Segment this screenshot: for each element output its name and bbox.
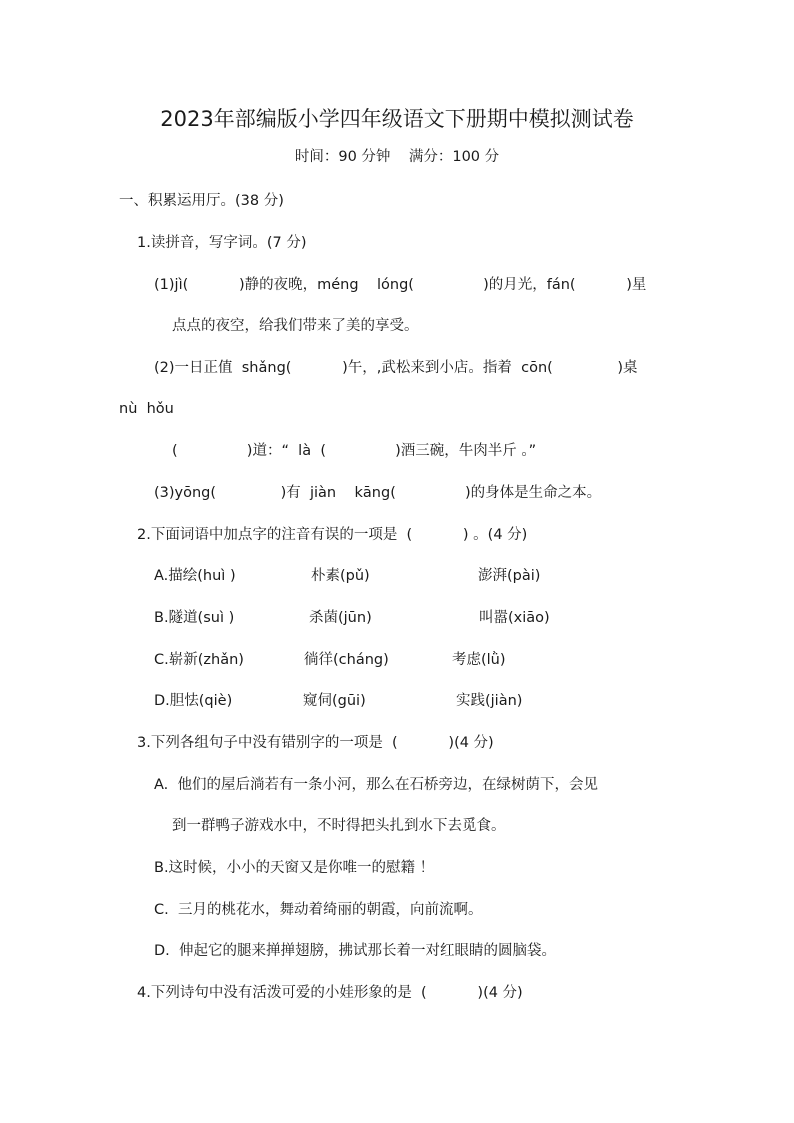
q3-option-a-line1: A. 他们的屋后淌若有一条小河，那么在石桥旁边，在绿树荫下，会见 <box>154 777 598 793</box>
q2-option-b-2: 杀菌(jūn) <box>309 610 372 626</box>
section-heading: 一、积累运用厅。(38 分) <box>119 193 284 209</box>
q2-option-d-3: 实践(jiàn) <box>456 693 523 709</box>
q2-option-c-1: C.崭新(zhǎn) <box>154 652 244 668</box>
page-title: 2023年部编版小学四年级语文下册期中模拟测试卷 <box>160 107 634 131</box>
question-3-stem: 3.下列各组句子中没有错别字的一项是 ( )(4 分) <box>137 735 494 751</box>
q1-part2-pinyin: nù hǒu <box>119 401 174 417</box>
question-4-stem: 4.下列诗句中没有活泼可爱的小娃形象的是 ( )(4 分) <box>137 985 523 1001</box>
q2-option-a-2: 朴素(pǔ) <box>311 568 370 584</box>
q3-option-a-line2: 到一群鸭子游戏水中，不时得把头扎到水下去觅食。 <box>172 818 506 834</box>
exam-info: 时间：90 分钟 满分：100 分 <box>294 149 500 165</box>
q2-option-a-1: A.描绘(huì ) <box>154 568 236 584</box>
q1-part3: (3)yōng( )有 jiàn kāng( )的身体是生命之本。 <box>154 485 602 501</box>
question-2-stem: 2.下面词语中加点字的注音有误的一项是 ( ) 。(4 分) <box>137 527 528 543</box>
q1-part2-line2: ( )道：“ là ( )酒三碗，牛肉半斤 。” <box>172 443 537 459</box>
q2-option-b-1: B.隧道(suì ) <box>154 610 235 626</box>
q1-part1-line1: (1)jì( )静的夜晚，méng lóng( )的月光，fán( )星 <box>154 277 647 293</box>
q3-option-d: D. 伸起它的腿来掸掸翅膀，拂试那长着一对红眼睛的圆脑袋。 <box>154 943 556 959</box>
q2-option-a-3: 澎湃(pài) <box>478 568 541 584</box>
q3-option-b: B.这时候，小小的天窗又是你唯一的慰籍 ！ <box>154 860 435 876</box>
q2-option-d-2: 窥伺(gūi) <box>303 693 366 709</box>
q1-part2-line1: (2)一日正值 shǎng( )午，,武松来到小店。指着 cōn( )桌 <box>154 360 638 376</box>
q2-option-d-1: D.胆怯(qiè) <box>154 693 233 709</box>
q3-option-c: C. 三月的桃花水，舞动着绮丽的朝霞，向前流啊。 <box>154 902 483 918</box>
q1-part1-line2: 点点的夜空，给我们带来了美的享受。 <box>172 318 419 334</box>
q2-option-c-2: 徜徉(cháng) <box>304 652 389 668</box>
q2-option-c-3: 考虑(lǜ) <box>452 652 506 668</box>
question-1-stem: 1.读拼音，写字词。(7 分) <box>137 235 307 251</box>
q2-option-b-3: 叫嚣(xiāo) <box>479 610 550 626</box>
